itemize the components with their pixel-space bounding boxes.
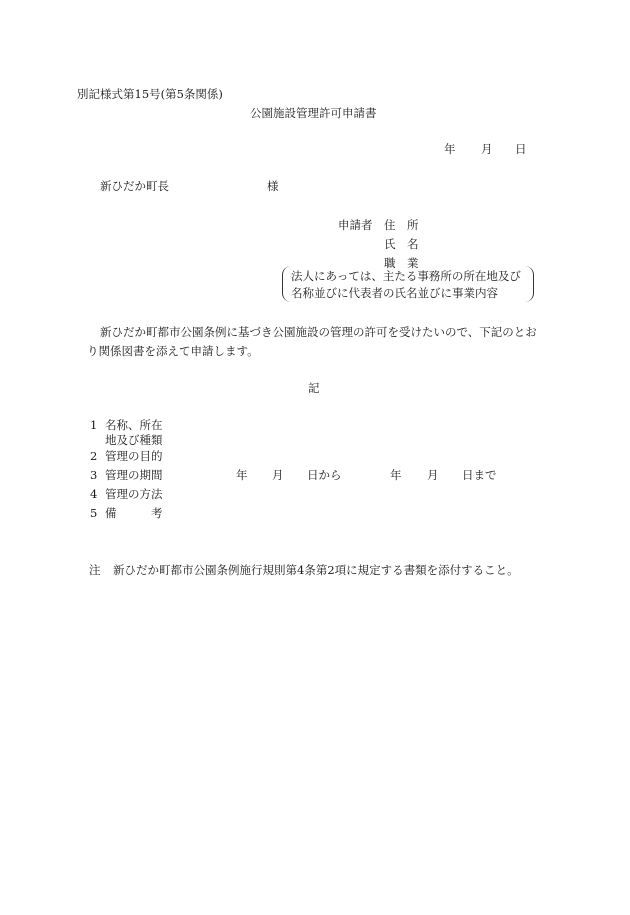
footnote-prefix: 注 [89,563,101,577]
period-end-day: 日まで [462,468,497,482]
date-day: 日 [515,142,527,156]
date-month: 月 [481,142,493,156]
period-end-month: 月 [427,468,439,482]
corporate-note-line-2: 名称並びに代表者の氏名並びに事業内容 [291,286,498,300]
item-number: 1 [90,418,98,432]
addressee-name: 新ひだか町長 [100,179,169,193]
period-start-day: 日から [307,468,342,482]
item-number: 2 [90,449,98,463]
item-label: 管理の期間 [105,468,163,482]
body-line-2: り関係図書を添えて申請します。 [87,344,259,358]
addressee-honorific: 様 [267,179,279,193]
item-number: 3 [90,468,98,482]
period-start-month: 月 [272,468,284,482]
date-year: 年 [444,142,456,156]
item-number: 4 [90,487,98,501]
address-label: 住 所 [384,218,419,232]
body-line-1: 新ひだか町都市公園条例に基づき公園施設の管理の許可を受けたいので、下記のとお [100,325,537,339]
document-title: 公園施設管理許可申請書 [250,106,377,120]
form-reference: 別記様式第15号(第5条関係) [77,87,223,101]
period-end-year: 年 [390,468,402,482]
period-start-year: 年 [236,468,248,482]
item-label: 名称、所在 [105,418,163,432]
item-label: 管理の目的 [105,449,163,463]
item-label: 管理の方法 [105,487,163,501]
footnote-text: 新ひだか町都市公園条例施行規則第4条第2項に規定する書類を添付すること。 [113,563,519,577]
item-number: 5 [90,506,98,520]
ki-heading: 記 [308,381,320,395]
item-label-continuation: 地及び種類 [105,433,163,447]
applicant-label: 申請者 [338,218,373,232]
corporate-note-bracket [282,266,534,302]
occupation-label: 職 業 [384,256,419,270]
corporate-note-line-1: 法人にあっては、主たる事務所の所在地及び [291,269,521,283]
name-label: 氏 名 [384,237,419,251]
item-label: 備 考 [105,506,163,520]
